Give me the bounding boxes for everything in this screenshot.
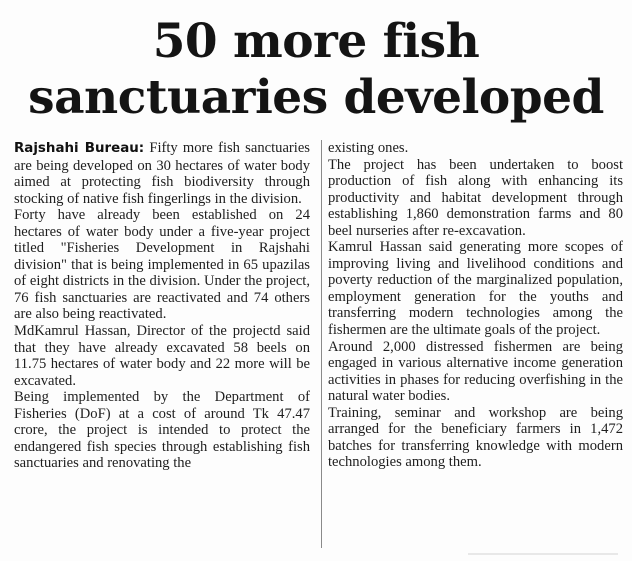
article-paragraph-6: The project has been undertaken to boost production of fish along with enhancing its productivity and habitat development through establishing 1,860 demonstration farms and 80 beel nurseries after re-excavation.: [328, 156, 623, 239]
article-paragraph-1: [14, 140, 310, 207]
dateline: Rajshahi Bureau:: [14, 141, 145, 156]
article-column-right: [328, 140, 623, 471]
clipping-edge-shadow: [468, 553, 618, 555]
article-paragraph-3: MdKamrul Hassan, Director of the projectd said that they have already excavated 58 beels on 11.75 hectares of water body and 22 more will be excavated.: [14, 323, 310, 389]
article-paragraph-8: Around 2,000 distressed fishermen are being engaged in various alternative income generation activities in phases for reducing overfishing in the natural water bodies.: [328, 338, 623, 405]
headline-line-1: 50 more fish: [152, 14, 480, 69]
article-paragraph-1-text: Fifty more fish sanctuaries are being developed on 30 hectares of water body aimed at protecting fish biodiversity through stocking of native fish fingerlings in the division.: [14, 140, 310, 207]
article-paragraph-5: existing ones.: [328, 140, 409, 156]
article-column-left: [14, 140, 310, 472]
article-paragraph-9: Training, seminar and workshop are being arranged for the beneficiary farmers in 1,472 batches for transferring knowledge with modern technologies among them.: [328, 404, 623, 471]
column-divider: [321, 140, 322, 548]
article-paragraph-2: Forty have already been established on 24 hectares of water body under a five-year project titled "Fisheries Development in Rajshahi division" that is being implemented in 65 upazilas of eight districts in the division. Under the project, 76 fish sanctuaries are reactivated and 74 others are also being reactivated.: [14, 207, 310, 323]
article-body: [14, 140, 626, 552]
article-paragraph-7: Kamrul Hassan said generating more scopes of improving living and livelihood conditions and poverty reduction of the marginalized population, employment generation for the youths and transferring modern technologies among the fishermen are the ultimate goals of the project.: [328, 239, 623, 339]
headline: [0, 14, 632, 126]
headline-line-2: sanctuaries developed: [28, 70, 604, 125]
article-paragraph-4: Being implemented by the Department of Fisheries (DoF) at a cost of around Tk 47.47 crore, the project is intended to protect the endangered fish species through establishing fish sanctuaries and renovating the: [14, 389, 310, 472]
